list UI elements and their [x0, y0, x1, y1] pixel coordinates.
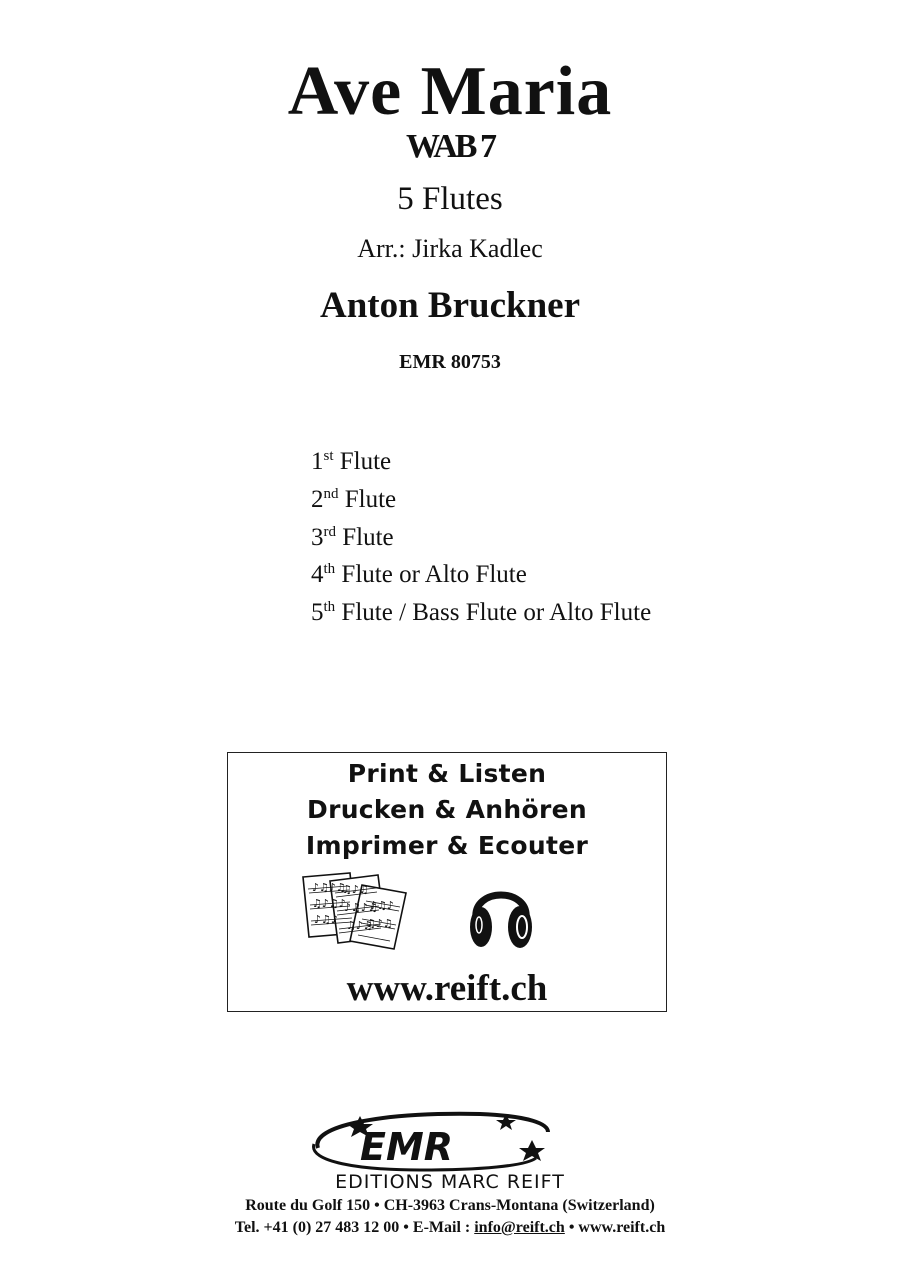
part-number: 3 [311, 523, 324, 551]
list-item [311, 481, 651, 519]
part-ordinal: th [323, 561, 336, 578]
publisher-phone: Tel. +41 (0) 27 483 12 00 • E-Mail : [234, 1219, 475, 1236]
email-link[interactable]: info@reift.ch [474, 1219, 565, 1236]
publisher-contact [0, 1219, 900, 1237]
part-ordinal: rd [323, 523, 336, 540]
svg-text:♫♪♫: ♫♪♫ [366, 917, 393, 930]
part-ordinal: st [323, 448, 334, 464]
composer: Anton Bruckner [319, 285, 581, 326]
promo-line-french: Imprimer & Ecouter [305, 831, 589, 860]
publisher-name: EDITIONS MARC REIFT [335, 1171, 565, 1190]
promo-line-german: Drucken & Anhören [307, 795, 587, 824]
svg-text:♪♫♪♫: ♪♫♪♫ [312, 881, 346, 894]
svg-text:♪♫♪: ♪♫♪ [370, 899, 394, 912]
part-name: Flute or Alto Flute [335, 561, 527, 589]
list-item [311, 519, 651, 557]
svg-text:♫♪♫♪: ♫♪♫♪ [312, 897, 346, 910]
list-item [311, 594, 651, 632]
svg-text:♫♪♫: ♫♪♫ [346, 919, 373, 932]
page-title: Ave Maria [287, 53, 613, 130]
list-item [311, 443, 651, 481]
publisher-web: • www.reift.ch [564, 1219, 666, 1236]
print-listen-box [227, 752, 667, 1012]
emr-logo [300, 1108, 600, 1190]
part-name: Flute / Bass Flute or Alto Flute [335, 599, 652, 627]
publisher-address: Route du Golf 150 • CH-3963 Crans-Montana (Switzerland) [245, 1197, 655, 1214]
catalog-number: WAB 7 [406, 128, 494, 165]
instrumentation: 5 Flutes [397, 181, 503, 217]
part-ordinal: th [323, 599, 336, 616]
sheet-music-icon [300, 871, 412, 951]
part-ordinal: nd [323, 485, 339, 502]
part-name: Flute [336, 523, 394, 551]
list-item [311, 556, 651, 594]
svg-text:♫♪♫: ♫♪♫ [342, 883, 369, 896]
part-name: Flute [338, 485, 397, 513]
part-number: 4 [311, 561, 324, 589]
logo-text: EMR [360, 1125, 454, 1169]
svg-text:♪♫♪: ♪♫♪ [314, 913, 338, 926]
arranger: Arr.: Jirka Kadlec [357, 234, 543, 263]
headphones-icon [466, 875, 536, 953]
part-number: 2 [311, 485, 324, 513]
part-number: 5 [311, 599, 324, 627]
part-name: Flute [333, 448, 392, 475]
svg-text:♪♫♪♫: ♪♫♪♫ [344, 901, 378, 914]
promo-url-link[interactable]: www.reift.ch [346, 968, 548, 1009]
promo-line-english: Print & Listen [347, 759, 547, 788]
parts-list [311, 443, 651, 632]
part-number: 1 [311, 448, 324, 475]
edition-code: EMR 80753 [399, 351, 501, 373]
